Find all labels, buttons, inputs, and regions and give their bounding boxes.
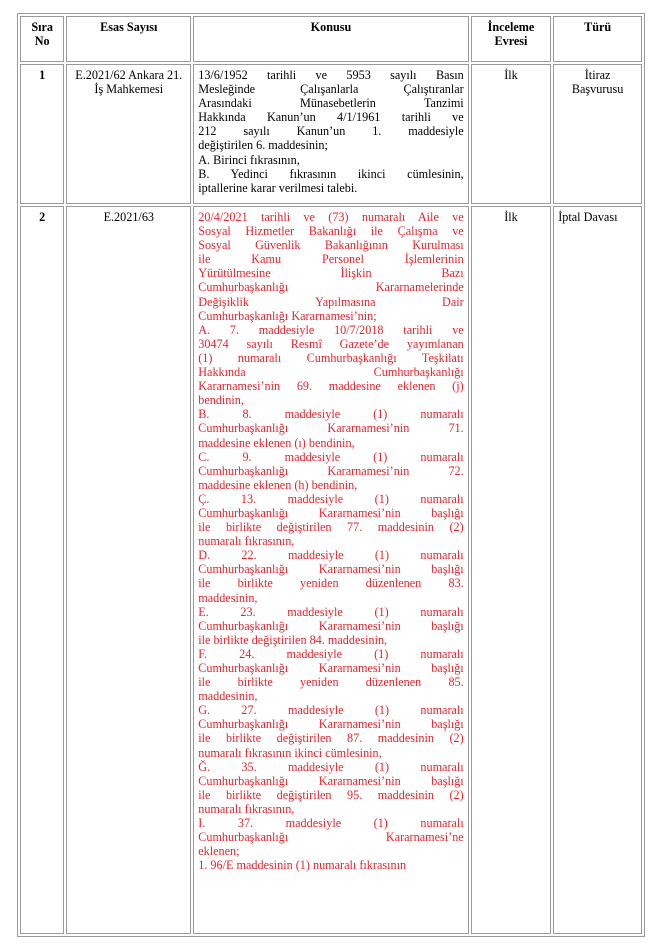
konusu-line: Sosyal Güvenlik Bakanlığının Kurulması: [198, 238, 464, 253]
konusu-text: [198, 68, 463, 200]
konusu-line: değiştirilen 6. maddesinin;: [198, 138, 328, 153]
konusu-line: Ç. 13. maddesiyle (1) numaralı: [198, 491, 464, 506]
konusu-line: 20/4/2021 tarihli ve (73) numaralı Aile ve: [198, 210, 464, 224]
konusu-line: ile birlikte değiştirilen 95. maddesinin (2): [198, 787, 464, 802]
konusu-line: B. 8. maddesiyle (1) numaralı: [198, 407, 464, 422]
row-sira-no: 1: [20, 64, 64, 204]
konusu-line: maddesinin,: [198, 689, 258, 704]
row-konusu: [193, 206, 468, 934]
konusu-line: numaralı fıkrasının,: [198, 534, 295, 549]
konusu-line: ile Kamu Personel İşlemlerinin: [198, 252, 464, 267]
header-konusu: Konusu: [193, 16, 468, 62]
konusu-line: I. 37. maddesiyle (1) numaralı: [198, 816, 464, 831]
row-esas-sayisi: E.2021/62 Ankara 21. İş Mahkemesi: [66, 64, 191, 204]
konusu-line: eklenen;: [198, 844, 240, 859]
header-row: [20, 16, 642, 62]
cases-table: [17, 13, 645, 937]
konusu-line: Cumhurbaşkanlığı Kararnamesi’nin başlığı: [198, 717, 464, 732]
konusu-line: 1. 96/E maddesinin (1) numaralı fıkrasının: [198, 858, 407, 873]
konusu-line: 212 sayılı Kanun’un 1. maddesiyle: [198, 124, 464, 139]
konusu-line: Arasındaki Münasebetlerin Tanzimi: [198, 96, 464, 111]
row-konusu: [193, 64, 468, 204]
konusu-line: ile birlikte yeniden düzenlenen 85.: [198, 675, 464, 690]
konusu-line: (1) numaralı Cumhurbaşkanlığı Teşkilatı: [198, 350, 464, 365]
konusu-line: Cumhurbaşkanlığı Kararnamesi’nin;: [198, 308, 377, 323]
row-inceleme-evresi: İlk: [471, 206, 552, 934]
row-inceleme-evresi: İlk: [471, 64, 552, 204]
konusu-line: Cumhurbaşkanlığı Kararnamesi’nin başlığı: [198, 505, 464, 520]
konusu-line: Cumhurbaşkanlığı Kararnamesi’nin başlığı: [198, 562, 464, 577]
konusu-line: G. 27. maddesiyle (1) numaralı: [198, 703, 464, 718]
konusu-line: 13/6/1952 tarihli ve 5953 sayılı Basın: [198, 68, 464, 82]
konusu-line: C. 9. maddesiyle (1) numaralı: [198, 449, 464, 464]
konusu-line: numaralı fıkrasının,: [198, 801, 295, 816]
konusu-line: Cumhurbaşkanlığı Kararnamesi’nin başlığı: [198, 773, 464, 788]
konusu-line: Cumhurbaşkanlığı Kararnamesi’nin 71.: [198, 421, 464, 436]
konusu-line: maddesinin,: [198, 590, 258, 605]
header-esas-sayisi: Esas Sayısı: [66, 16, 191, 62]
konusu-line: Cumhurbaşkanlığı Kararnamesi’nin başlığı: [198, 661, 464, 675]
konusu-line: bendinin,: [198, 393, 244, 408]
row-turu: İtiraz Başvurusu: [553, 64, 642, 204]
row-turu: İptal Davası: [553, 206, 642, 934]
header-turu: Türü: [553, 16, 642, 62]
konusu-line: Değişiklik Yapılmasına Dair: [198, 294, 464, 309]
konusu-line: Ğ. 35. maddesiyle (1) numaralı: [198, 759, 464, 774]
konusu-line: Cumhurbaşkanlığı Kararnamesi’ne: [198, 830, 464, 845]
konusu-line: ile birlikte yeniden düzenlenen 83.: [198, 576, 464, 591]
konusu-line: Cumhurbaşkanlığı Kararnamelerinde: [198, 280, 464, 295]
konusu-line: Cumhurbaşkanlığı Kararnamesi’nin 72.: [198, 463, 464, 478]
table-row: [20, 64, 642, 204]
konusu-line: Kararnamesi’nin 69. maddesine eklenen (j): [198, 379, 464, 394]
konusu-line: ile birlikte değiştirilen 77. maddesinin (2): [198, 520, 464, 535]
konusu-line: B. Yedinci fıkrasının ikinci cümlesinin,: [198, 166, 464, 181]
konusu-line: numaralı fıkrasının ikinci cümlesinin,: [198, 745, 382, 760]
konusu-line: A. 7. maddesiyle 10/7/2018 tarihli ve: [198, 322, 464, 337]
konusu-line: maddesine eklenen (h) bendinin,: [198, 477, 358, 492]
konusu-text: [198, 210, 463, 930]
row-sira-no: 2: [20, 206, 64, 934]
konusu-line: ile birlikte değiştirilen 87. maddesinin (2): [198, 731, 464, 746]
konusu-line: iptallerine karar verilmesi talebi.: [198, 180, 358, 195]
konusu-line: Mesleğinde Çalışanlarla Çalıştıranlar: [198, 82, 464, 97]
konusu-line: D. 22. maddesiyle (1) numaralı: [198, 548, 464, 563]
konusu-line: A. Birinci fıkrasının,: [198, 152, 300, 167]
konusu-line: ile birlikte değiştirilen 84. maddesinin,: [198, 632, 388, 647]
konusu-line: F. 24. maddesiyle (1) numaralı: [198, 646, 464, 661]
header-inceleme-evresi: İnceleme Evresi: [471, 16, 552, 62]
header-sira-no: Sıra No: [20, 16, 64, 62]
table-row: [20, 206, 642, 934]
konusu-line: maddesine eklenen (ı) bendinin,: [198, 435, 355, 450]
konusu-line: Yürütülmesine İlişkin Bazı: [198, 266, 464, 281]
konusu-line: Hakkında Cumhurbaşkanlığı: [198, 365, 464, 380]
konusu-line: Sosyal Hizmetler Bakanlığı ile Çalışma ve: [198, 224, 464, 239]
row-esas-sayisi: E.2021/63: [66, 206, 191, 934]
konusu-line: Hakkında Kanun’un 4/1/1961 tarihli ve: [198, 110, 464, 125]
konusu-line: 30474 sayılı Resmî Gazete’de yayımlanan: [198, 336, 464, 351]
konusu-line: E. 23. maddesiyle (1) numaralı: [198, 604, 464, 619]
konusu-line: Cumhurbaşkanlığı Kararnamesi’nin başlığı: [198, 618, 464, 633]
